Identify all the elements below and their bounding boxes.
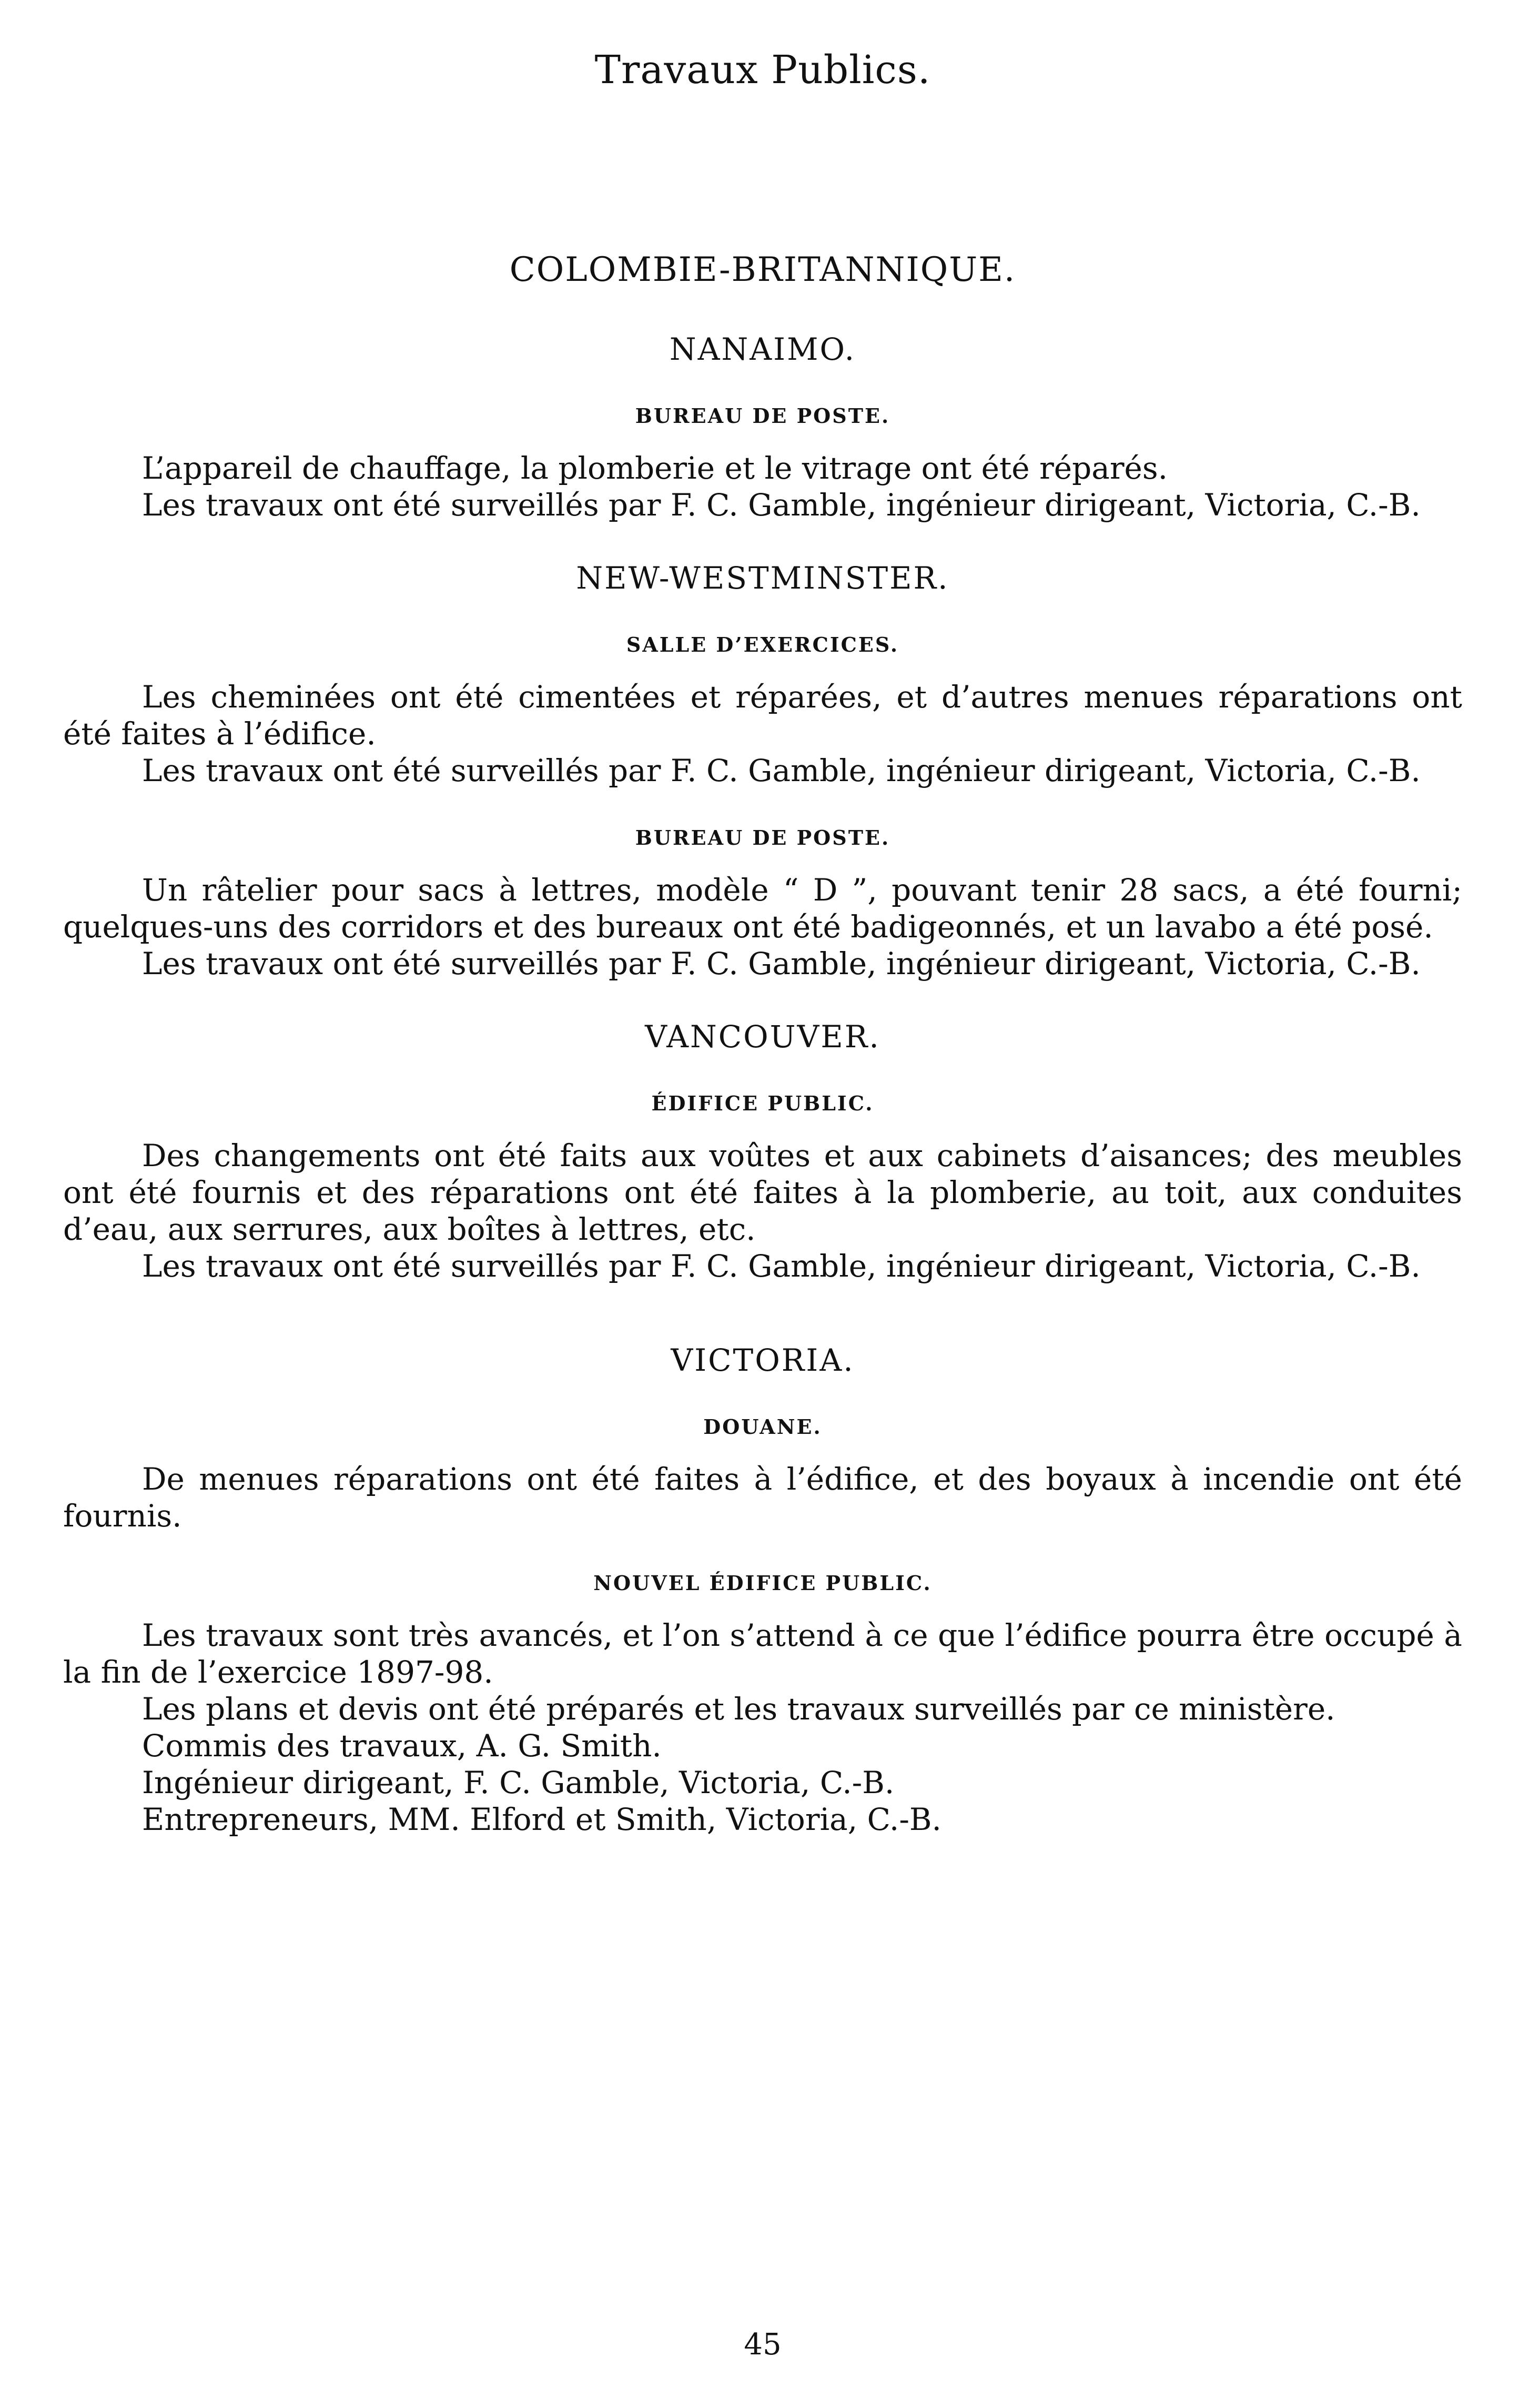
subsection-heading: SALLE D’EXERCICES. — [626, 633, 899, 656]
section-new-westminster — [63, 560, 1462, 982]
paragraph: Un râtelier pour sacs à lettres, modèle “ D ”, pouvant tenir 28 sacs, a été fourni; quelques-uns des corridors et des bureaux ont été badigeonnés, et un lavabo a été posé. — [63, 872, 1462, 945]
province-heading: COLOMBIE-BRITANNIQUE. — [509, 250, 1016, 289]
paragraph: Les travaux ont été surveillés par F. C. Gamble, ingénieur dirigeant, Victoria, C.-B. — [142, 753, 1421, 788]
subsection-heading: DOUANE. — [703, 1415, 822, 1439]
paragraph: Les travaux ont été surveillés par F. C. Gamble, ingénieur dirigeant, Victoria, C.-B. — [142, 487, 1421, 523]
credit-line: Entrepreneurs, MM. Elford et Smith, Victoria, C.-B. — [142, 1802, 941, 1837]
section-nanaimo — [63, 331, 1462, 523]
paragraph: Les cheminées ont été cimentées et réparées, et d’autres menues réparations ont été faites à l’édifice. — [63, 679, 1462, 752]
city-heading: NEW-WESTMINSTER. — [576, 560, 949, 596]
city-heading: NANAIMO. — [669, 331, 856, 367]
subsection-heading: BUREAU DE POSTE. — [635, 404, 890, 428]
page-number: 45 — [744, 2328, 782, 2362]
paragraph: L’appareil de chauffage, la plomberie et le vitrage ont été réparés. — [142, 450, 1168, 486]
subsection-heading: ÉDIFICE PUBLIC. — [651, 1091, 874, 1115]
document-page — [63, 47, 1462, 2372]
credit-line: Ingénieur dirigeant, F. C. Gamble, Victoria, C.-B. — [142, 1765, 895, 1800]
subsection-heading: BUREAU DE POSTE. — [635, 826, 890, 849]
section-victoria — [63, 1342, 1462, 1838]
paragraph: De menues réparations ont été faites à l’édifice, et des boyaux à incendie ont été fournis. — [63, 1461, 1462, 1534]
city-heading: VICTORIA. — [671, 1342, 855, 1378]
city-heading: VANCOUVER. — [645, 1019, 880, 1055]
paragraph: Les travaux ont été surveillés par F. C. Gamble, ingénieur dirigeant, Victoria, C.-B. — [142, 1248, 1421, 1284]
paragraph: Des changements ont été faits aux voûtes et aux cabinets d’aisances; des meubles ont été fournis et des réparations ont été faites à la plomberie, au toit, aux conduites d’eau, aux serrures, aux boîtes à lettres, etc. — [63, 1138, 1462, 1247]
credit-line: Commis des travaux, A. G. Smith. — [142, 1728, 662, 1764]
running-head: Travaux Publics. — [594, 47, 931, 93]
paragraph: Les travaux sont très avancés, et l’on s’attend à ce que l’édifice pourra être occupé à la fin de l’exercice 1897-98. — [63, 1617, 1462, 1690]
subsection-heading: NOUVEL ÉDIFICE PUBLIC. — [593, 1571, 932, 1595]
paragraph: Les travaux ont été surveillés par F. C. Gamble, ingénieur dirigeant, Victoria, C.-B. — [142, 946, 1421, 982]
section-vancouver — [63, 1019, 1462, 1284]
paragraph: Les plans et devis ont été préparés et les travaux surveillés par ce ministère. — [142, 1691, 1335, 1727]
